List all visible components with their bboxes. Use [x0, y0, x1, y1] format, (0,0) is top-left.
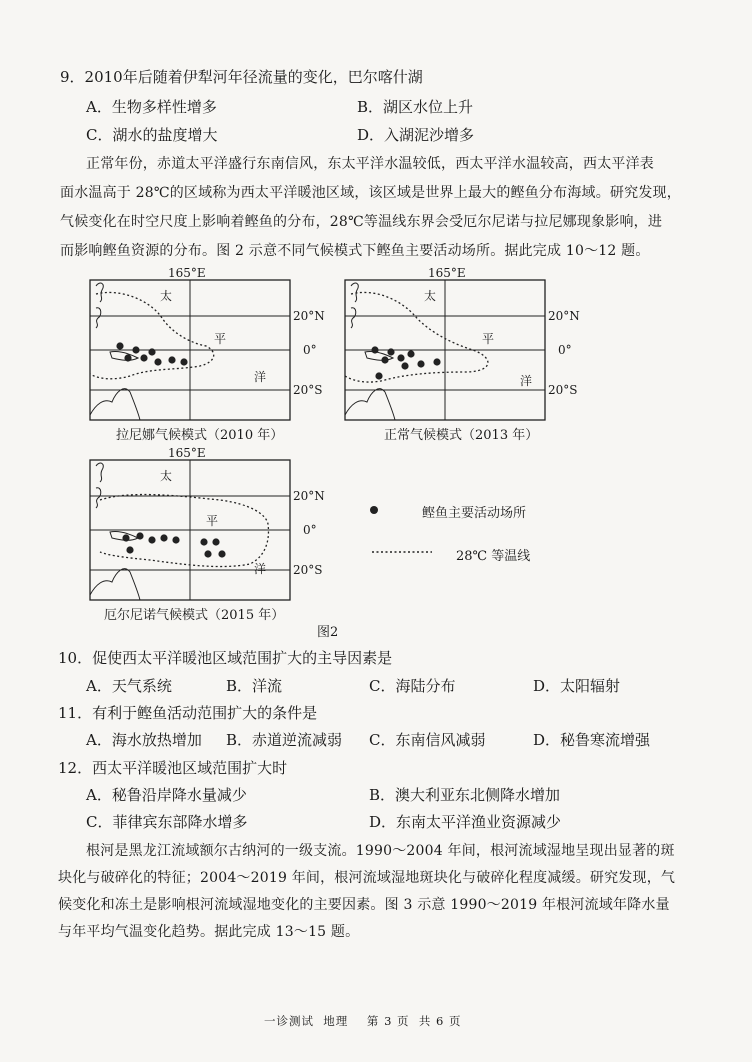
page-footer: 一诊测试 地理 第 3 页 共 6 页 [264, 1014, 462, 1028]
q12-option-d: D．东南太平洋渔业资源减少 [369, 813, 562, 831]
lat-label-n-1: 20°N [293, 309, 325, 323]
ocean-char-3b: 平 [206, 514, 219, 528]
q12-stem: 12．西太平洋暖池区域范围扩大时 [58, 759, 288, 777]
q10-option-a: A．天气系统 [86, 677, 172, 695]
q9-option-c: C．湖水的盐度增大 [86, 126, 218, 144]
legend-dot-icon [370, 506, 378, 514]
map-la-nina [90, 280, 290, 420]
ocean-char-2a: 太 [424, 289, 437, 303]
ocean-char-1b: 平 [214, 332, 227, 346]
q12-option-c: C．菲律宾东部降水增多 [86, 813, 248, 831]
lat-label-eq-2: 0° [558, 343, 572, 357]
passage2-line-1: 根河是黑龙江流域额尔古纳河的一级支流。1990～2004 年间，根河流域湿地呈现出显著的斑 [86, 843, 675, 859]
lon-label-2: 165°E [428, 266, 466, 280]
q11-option-c: C．东南信风减弱 [369, 731, 486, 749]
caption-el-nino: 厄尔尼诺气候模式（2015 年） [104, 608, 285, 623]
passage2-line-2: 块化与破碎化的特征；2004～2019 年间，根河流域湿地斑块化与破碎化程度减缓。研究发现，气 [58, 870, 676, 886]
passage1-line-4: 而影响鲣鱼资源的分布。图 2 示意不同气候模式下鲣鱼主要活动场所。据此完成 10～12 题。 [60, 243, 650, 259]
q12-option-b: B．澳大利亚东北侧降水增加 [369, 786, 561, 804]
passage1-line-2: 面水温高于 28℃的区域称为西太平洋暖池区域，该区域是世界上最大的鲣鱼分布海域。研究发现， [60, 185, 681, 201]
passage1-line-3: 气候变化在时空尺度上影响着鲣鱼的分布，28℃等温线东界会受厄尔尼诺与拉尼娜现象影响，进 [60, 214, 663, 230]
q11-option-b: B．赤道逆流减弱 [226, 731, 343, 749]
q11-stem: 11．有利于鲣鱼活动范围扩大的条件是 [58, 704, 318, 722]
q11-option-d: D．秘鲁寒流增强 [533, 731, 651, 749]
figure-2 [0, 262, 752, 647]
q9-option-b: B．湖区水位上升 [357, 98, 474, 116]
passage2-line-4: 与年平均气温变化趋势。据此完成 13～15 题。 [58, 924, 360, 940]
passage1-line-1: 正常年份，赤道太平洋盛行东南信风，东太平洋水温较低，西太平洋水温较高，西太平洋表 [86, 156, 654, 172]
q9-option-d: D．入湖泥沙增多 [357, 126, 475, 144]
map-el-nino [90, 460, 290, 600]
legend-dot-label: 鲣鱼主要活动场所 [422, 506, 527, 521]
lon-label-3: 165°E [168, 446, 206, 460]
lat-label-n-3: 20°N [293, 489, 325, 503]
passage2-line-3: 候变化和冻土是影响根河流域湿地变化的主要因素。图 3 示意 1990～2019 年根河流域年降水量 [58, 897, 670, 913]
lat-label-eq-1: 0° [303, 343, 317, 357]
q9-stem: 9．2010年后随着伊犁河年径流量的变化，巴尔喀什湖 [60, 68, 423, 86]
q12-option-a: A．秘鲁沿岸降水量减少 [86, 786, 247, 804]
legend-line-label: 28℃ 等温线 [456, 549, 531, 564]
q10-option-c: C．海陆分布 [369, 677, 456, 695]
lat-label-s-3: 20°S [293, 563, 323, 577]
q10-option-d: D．太阳辐射 [533, 677, 621, 695]
q10-option-b: B．洋流 [226, 677, 283, 695]
figure-title: 图2 [317, 625, 339, 640]
lat-label-s-1: 20°S [293, 383, 323, 397]
ocean-char-1a: 太 [160, 289, 173, 303]
ocean-char-1c: 洋 [254, 370, 267, 384]
ocean-char-2b: 平 [482, 332, 495, 346]
lon-label-1: 165°E [168, 266, 206, 280]
map-normal [345, 280, 545, 420]
ocean-char-2c: 洋 [520, 374, 533, 388]
lat-label-n-2: 20°N [548, 309, 580, 323]
caption-la-nina: 拉尼娜气候模式（2010 年） [116, 428, 284, 443]
lat-label-s-2: 20°S [548, 383, 578, 397]
q10-stem: 10．促使西太平洋暖池区域范围扩大的主导因素是 [58, 649, 393, 667]
caption-normal: 正常气候模式（2013 年） [384, 428, 539, 443]
q9-option-a: A．生物多样性增多 [86, 98, 217, 116]
q11-option-a: A．海水放热增加 [86, 731, 202, 749]
ocean-char-3c: 洋 [254, 562, 267, 576]
lat-label-eq-3: 0° [303, 523, 317, 537]
ocean-char-3a: 太 [160, 469, 173, 483]
